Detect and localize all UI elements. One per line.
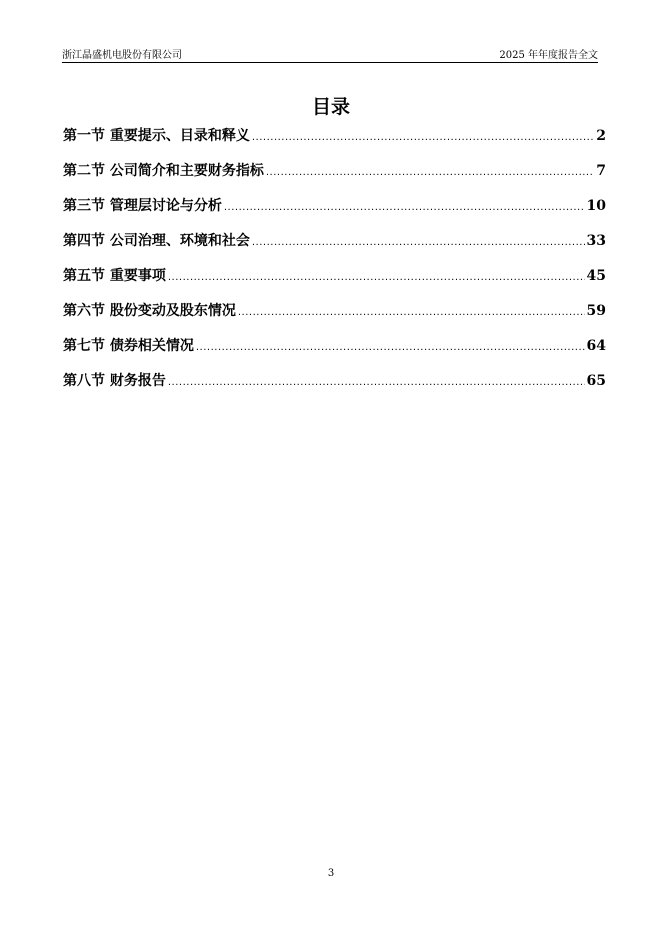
toc-entry-page: 59 <box>586 303 606 319</box>
toc-entry-7[interactable] <box>63 334 606 369</box>
header-company-name: 浙江晶盛机电股份有限公司 <box>62 50 182 61</box>
toc-entry-page: 45 <box>586 268 606 284</box>
toc-entry-label: 第三节 管理层讨论与分析 <box>63 198 222 214</box>
toc-entry-page: 65 <box>586 373 606 389</box>
toc-entry-4[interactable] <box>63 229 606 264</box>
toc-leader-dots <box>196 336 585 360</box>
toc-leader-dots <box>266 161 594 185</box>
toc-entry-page: 7 <box>596 163 606 179</box>
toc-entry-page: 33 <box>586 233 606 249</box>
toc-entry-label: 第七节 债券相关情况 <box>63 338 194 354</box>
header-report-title: 2025 年年度报告全文 <box>499 50 598 61</box>
toc-entry-6[interactable] <box>63 299 606 334</box>
toc-leader-dots <box>252 231 585 255</box>
toc-entry-label: 第五节 重要事项 <box>63 268 166 284</box>
toc-leader-dots <box>238 301 585 325</box>
toc-entry-page: 10 <box>586 198 606 214</box>
toc-entry-label: 第二节 公司简介和主要财务指标 <box>63 163 264 179</box>
page-number: 3 <box>327 868 335 879</box>
toc-entry-label: 第六节 股份变动及股东情况 <box>63 303 236 319</box>
toc-leader-dots <box>252 126 594 150</box>
toc-entry-8[interactable] <box>63 369 606 404</box>
toc-entry-label: 第八节 财务报告 <box>63 373 166 389</box>
toc-entry-3[interactable] <box>63 194 606 229</box>
page-title: 目录 <box>311 96 350 118</box>
toc-entry-page: 64 <box>586 338 606 354</box>
toc-entry-2[interactable] <box>63 159 606 194</box>
toc-leader-dots <box>224 196 585 220</box>
toc-entry-1[interactable] <box>63 124 606 159</box>
table-of-contents <box>63 124 606 404</box>
toc-leader-dots <box>168 371 585 395</box>
toc-leader-dots <box>168 266 585 290</box>
page-header <box>62 44 598 63</box>
toc-entry-label: 第一节 重要提示、目录和释义 <box>63 128 250 144</box>
toc-entry-label: 第四节 公司治理、环境和社会 <box>63 233 250 249</box>
toc-entry-5[interactable] <box>63 264 606 299</box>
toc-entry-page: 2 <box>596 128 606 144</box>
